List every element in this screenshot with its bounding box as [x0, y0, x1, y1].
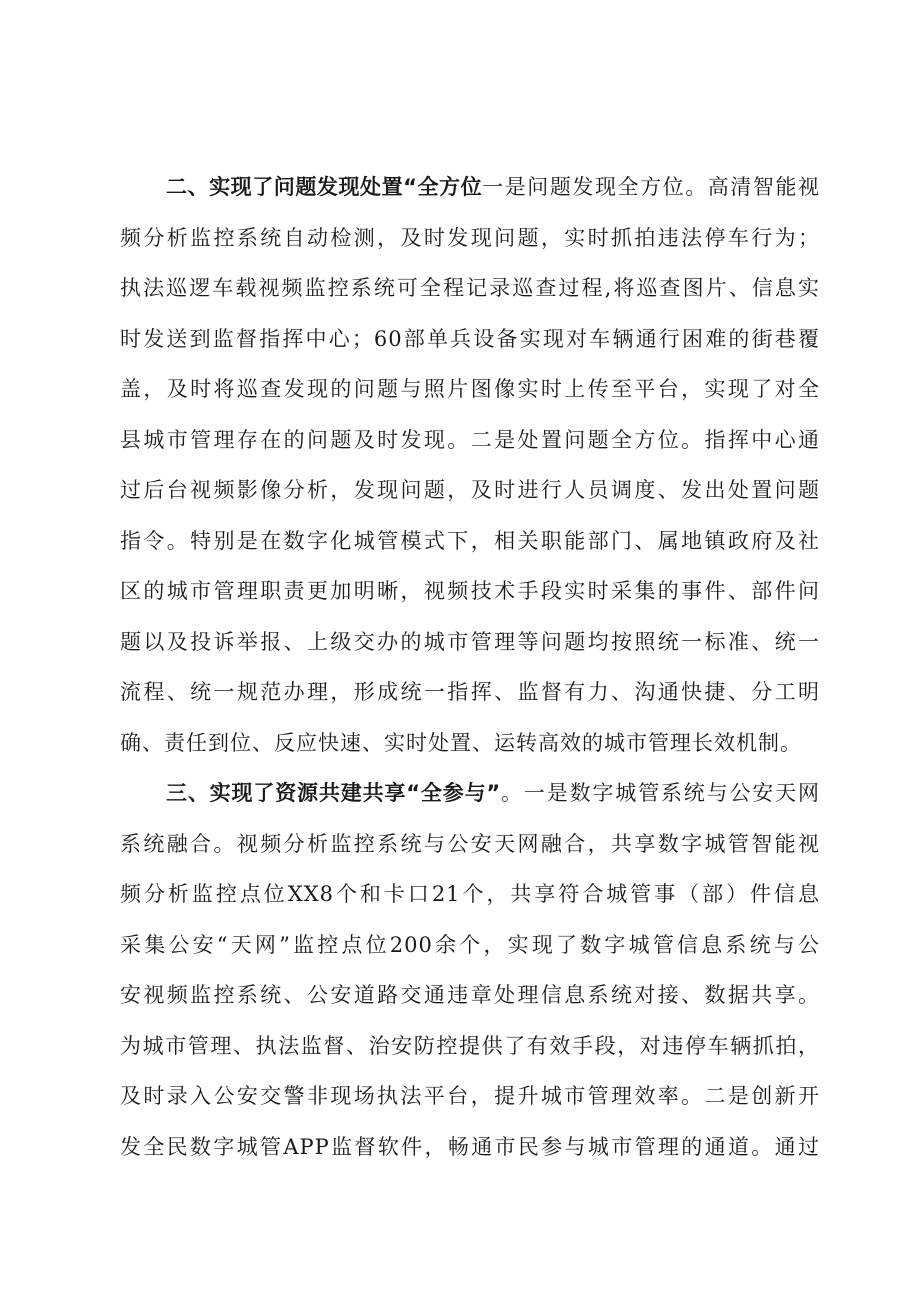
paragraph-line: 指令。特别是在数字化城管模式下，相关职能部门、属地镇政府及社 — [120, 528, 820, 553]
paragraph-line: 确、责任到位、反应快速、实时处置、运转高效的城市管理长效机制。 — [120, 730, 802, 755]
paragraph-text: 一是问题发现全方位。高清智能视 — [482, 175, 821, 199]
paragraph-line: 过后台视频影像分析，发现问题，及时进行人员调度、发出处置问题 — [120, 478, 820, 502]
paragraph-line: 及时录入公安交警非现场执法平台，提升城市管理效率。二是创新开 — [120, 1084, 820, 1108]
document-body — [120, 162, 820, 1172]
section-heading-2: 二、实现了问题发现处置“全方位 — [166, 175, 483, 199]
paragraph-line: 采集公安“天网”监控点位200余个，实现了数字城管信息系统与公 — [120, 932, 820, 957]
paragraph-3-line-1 — [120, 768, 820, 819]
paragraph-line: 执法巡逻车载视频监控系统可全程记录巡查过程,将巡查图片、信息实 — [120, 276, 820, 300]
paragraph-line: 县城市管理存在的问题及时发现。二是处置问题全方位。指挥中心通 — [120, 427, 820, 452]
paragraph-line: 系统融合。视频分析监控系统与公安天网融合，共享数字城管智能视 — [120, 831, 820, 856]
paragraph-line: 盖，及时将巡查发现的问题与照片图像实时上传至平台，实现了对全 — [120, 377, 820, 401]
paragraph-line: 频分析监控系统自动检测，及时发现问题，实时抓拍违法停车行为； — [120, 225, 820, 250]
paragraph-line: 安视频监控系统、公安道路交通违章处理信息系统对接、数据共享。 — [120, 983, 820, 1007]
paragraph-line: 题以及投诉举报、上级交办的城市管理等问题均按照统一标准、统一 — [120, 629, 820, 654]
section-heading-3: 三、实现了资源共建共享“全参与” — [166, 781, 501, 805]
paragraph-text: 。一是数字城管系统与公安天网 — [500, 781, 820, 805]
paragraph-2-line-1 — [120, 162, 820, 213]
paragraph-line: 为城市管理、执法监督、治安防控提供了有效手段，对违停车辆抓拍， — [120, 1033, 820, 1058]
paragraph-line: 时发送到监督指挥中心；60部单兵设备实现对车辆通行困难的街巷覆 — [120, 326, 820, 351]
paragraph-line: 频分析监控点位XX8个和卡口21个，共享符合城管事（部）件信息 — [120, 882, 820, 906]
paragraph-line: 发全民数字城管APP监督软件，畅通市民参与城市管理的通道。通过 — [120, 1134, 820, 1159]
paragraph-line: 流程、统一规范办理，形成统一指挥、监督有力、沟通快捷、分工明 — [120, 680, 820, 704]
paragraph-line: 区的城市管理职责更加明晰，视频技术手段实时采集的事件、部件问 — [120, 579, 820, 603]
